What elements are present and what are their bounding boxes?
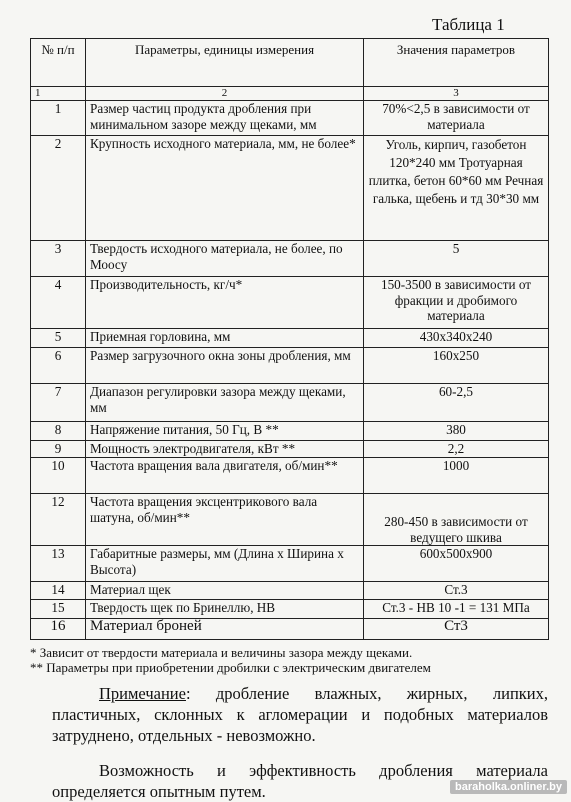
row-num: 5 — [31, 329, 86, 348]
table-row — [31, 494, 549, 546]
table-row — [31, 277, 549, 329]
table-row — [31, 241, 549, 277]
row-value: 600x500x900 — [364, 546, 549, 582]
row-param: Размер загрузочного окна зоны дробления, мм — [86, 348, 364, 384]
note-paragraph — [52, 683, 548, 746]
table-row — [31, 384, 549, 422]
table-row — [31, 136, 549, 241]
row-num: 1 — [31, 101, 86, 136]
row-param: Материал броней — [86, 619, 364, 640]
spec-table — [30, 38, 549, 640]
table-row — [31, 422, 549, 441]
note-paragraph-2: Возможность и эффективность дробления материала определяется опытным путем. — [52, 761, 548, 801]
table-row — [31, 458, 549, 494]
row-value: 60-2,5 — [364, 384, 549, 422]
table-row — [31, 441, 549, 458]
row-param: Частота вращения эксцентрикового вала шатуна, об/мин** — [86, 494, 364, 546]
row-value: 150-3500 в зависимости от фракции и дробимого материала — [364, 277, 549, 329]
row-value: Ст.3 — [364, 582, 549, 600]
footnote-2: ** Параметры при приобретении дробилки с электрическим двигателем — [30, 660, 431, 675]
row-value: 2,2 — [364, 441, 549, 458]
row-num: 12 — [31, 494, 86, 546]
row-value: Ст.3 - НВ 10 -1 = 131 МПа — [364, 600, 549, 619]
table-row — [31, 619, 549, 640]
table-row — [31, 329, 549, 348]
table-caption: Таблица 1 — [432, 15, 505, 34]
note-text: : дробление влажных, жирных, липких, пластичных, склонных к агломерации и подобных материалов затруднено, отдельных - невозможно. — [52, 684, 548, 745]
row-param: Производительность, кг/ч* — [86, 277, 364, 329]
table-row — [31, 101, 549, 136]
row-value: 380 — [364, 422, 549, 441]
header-num: № п/п — [31, 39, 86, 87]
row-num: 7 — [31, 384, 86, 422]
table-row — [31, 582, 549, 600]
row-param: Частота вращения вала двигателя, об/мин** — [86, 458, 364, 494]
row-value: 430x340x240 — [364, 329, 549, 348]
row-num: 10 — [31, 458, 86, 494]
row-value: 5 — [364, 241, 549, 277]
header-param: Параметры, единицы измерения — [86, 39, 364, 87]
row-num: 6 — [31, 348, 86, 384]
row-param: Твердость щек по Бринеллю, НВ — [86, 600, 364, 619]
row-num: 9 — [31, 441, 86, 458]
row-value: Уголь, кирпич, газобетон 120*240 мм Тротуарная плитка, бетон 60*60 мм Речная галька, щебень и тд 30*30 мм — [364, 136, 549, 241]
row-value: Ст3 — [364, 619, 549, 640]
row-param: Габаритные размеры, мм (Длина х Ширина х Высота) — [86, 546, 364, 582]
row-param: Твердость исходного материала, не более, по Моосу — [86, 241, 364, 277]
row-num: 15 — [31, 600, 86, 619]
row-value: 280-450 в зависимости от ведущего шкива — [364, 494, 549, 546]
row-num: 16 — [31, 619, 86, 640]
footnotes — [30, 645, 431, 675]
watermark: baraholka.onliner.by — [450, 780, 567, 794]
row-param: Крупность исходного материала, мм, не более* — [86, 136, 364, 241]
row-param: Напряжение питания, 50 Гц, В ** — [86, 422, 364, 441]
footnote-1: * Зависит от твердости материала и величины зазора между щеками. — [30, 645, 413, 660]
row-num: 2 — [31, 136, 86, 241]
row-num: 8 — [31, 422, 86, 441]
table-row — [31, 600, 549, 619]
table-row — [31, 348, 549, 384]
row-param: Мощность электродвигателя, кВт ** — [86, 441, 364, 458]
row-num: 13 — [31, 546, 86, 582]
row-value: 160x250 — [364, 348, 549, 384]
row-num: 14 — [31, 582, 86, 600]
index-cell: 2 — [86, 87, 364, 101]
row-param: Материал щек — [86, 582, 364, 600]
row-param: Приемная горловина, мм — [86, 329, 364, 348]
index-cell: 1 — [31, 87, 86, 101]
row-num: 4 — [31, 277, 86, 329]
row-value: 70%<2,5 в зависимости от материала — [364, 101, 549, 136]
row-param: Диапазон регулировки зазора между щеками, мм — [86, 384, 364, 422]
header-value: Значения параметров — [364, 39, 549, 87]
index-cell: 3 — [364, 87, 549, 101]
note-label: Примечание — [99, 684, 186, 703]
row-value: 1000 — [364, 458, 549, 494]
table-row — [31, 546, 549, 582]
table-header-row — [31, 39, 549, 87]
row-param: Размер частиц продукта дробления при минимальном зазоре между щеками, мм — [86, 101, 364, 136]
row-num: 3 — [31, 241, 86, 277]
table-index-row — [31, 87, 549, 101]
